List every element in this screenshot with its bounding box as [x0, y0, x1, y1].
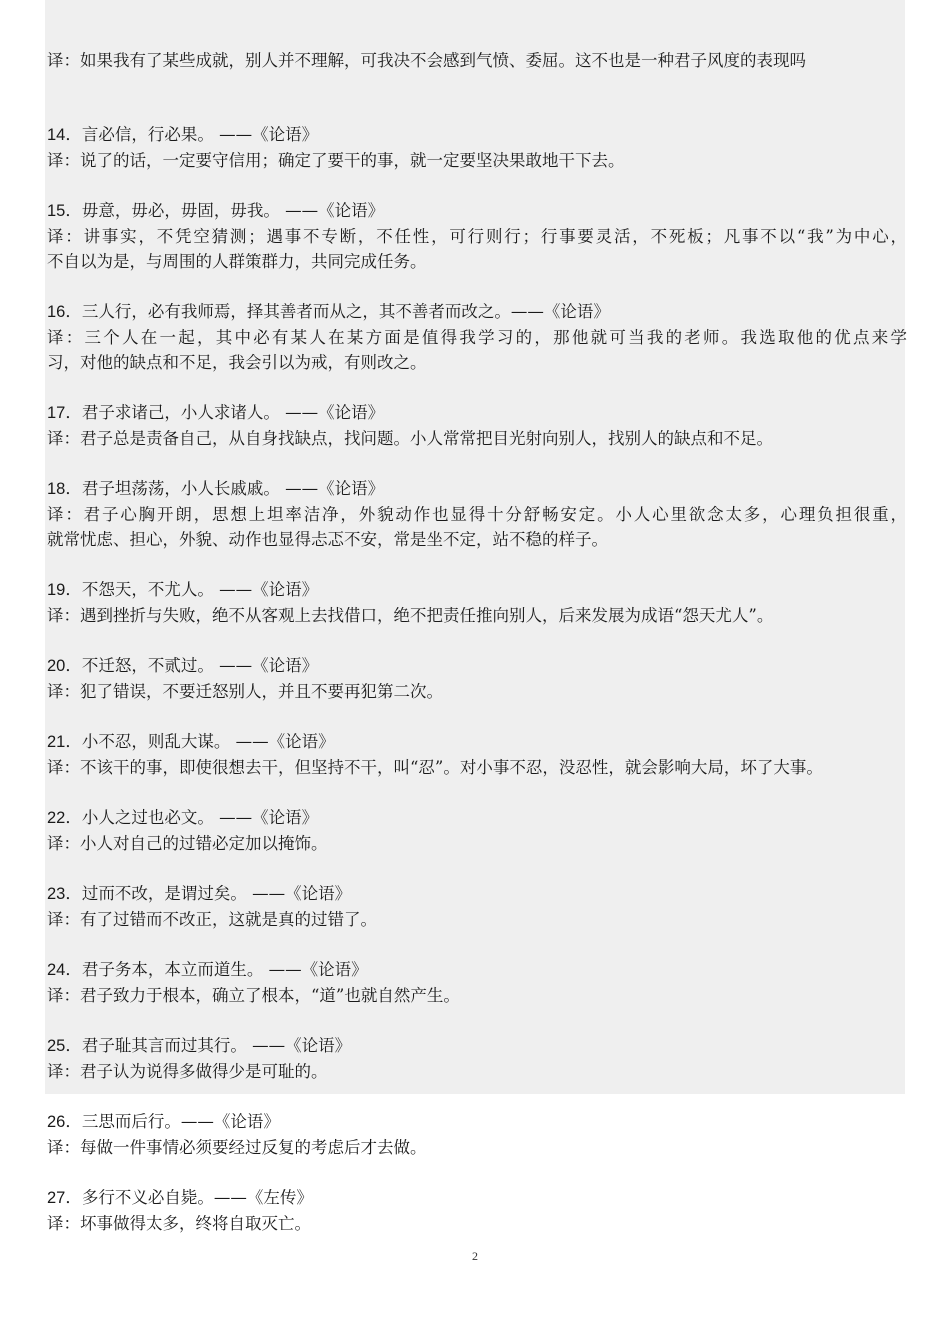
entry-number: 25 — [47, 1037, 66, 1055]
quote-line — [47, 122, 907, 148]
quote-line — [47, 957, 907, 983]
spacer — [47, 73, 907, 122]
page-number: 2 — [472, 1249, 478, 1263]
spacer — [47, 780, 907, 805]
quote-line — [47, 1185, 907, 1211]
quote-entry — [47, 577, 907, 628]
entry-number: 19 — [47, 581, 66, 599]
spacer — [47, 1008, 907, 1033]
spacer — [47, 856, 907, 881]
entry-number: 17 — [47, 404, 66, 422]
quote-line — [47, 400, 907, 426]
quote-line — [47, 198, 907, 224]
quote-entry — [47, 299, 907, 375]
quote-entry — [47, 653, 907, 704]
entry-number: 18 — [47, 480, 66, 498]
translation-line: 译：有了过错而不改正，这就是真的过错了。 — [47, 910, 377, 929]
translation-line: 译：犯了错误，不要迁怒别人，并且不要再犯第二次。 — [47, 682, 443, 701]
quote-entry — [47, 729, 907, 780]
translation-line: 译：君子致力于根本，确立了根本，“道”也就自然产生。 — [47, 986, 460, 1005]
entry-number: 21 — [47, 733, 66, 751]
quote-entry — [47, 476, 907, 552]
translation-line: 译：不该干的事，即使很想去干，但坚持不干，叫“忍”。对小事不忍，没忍性，就会影响大局，坏了大事。 — [47, 758, 823, 777]
entry-number: 15 — [47, 202, 66, 220]
entry-number: 20 — [47, 657, 66, 675]
entry-number: 22 — [47, 809, 66, 827]
quote-text: ．言必信，行必果。 ——《论语》 — [65, 125, 319, 144]
translation-line: 译：讲事实，不凭空猜测；遇事不专断，不任性，可行则行；行事要灵活，不死板；凡事不以“我”为中心， — [47, 227, 907, 246]
quote-text: ．君子务本，本立而道生。 ——《论语》 — [65, 960, 368, 979]
quote-entry — [47, 1109, 907, 1160]
entry-number: 23 — [47, 885, 66, 903]
translation-line: 译：遇到挫折与失败，绝不从客观上去找借口，绝不把责任推向别人，后来发展为成语“怨天尤人”。 — [47, 606, 774, 625]
document-body — [47, 48, 907, 1236]
translation-line: 译：说了的话，一定要守信用；确定了要干的事，就一定要坚决果敢地干下去。 — [47, 151, 625, 170]
translation-line: 就常忧虑、担心，外貌、动作也显得忐忑不安，常是坐不定，站不稳的样子。 — [47, 530, 608, 549]
entry-list — [47, 122, 907, 1236]
quote-entry — [47, 805, 907, 856]
spacer — [47, 1084, 907, 1109]
quote-text: ．小不忍，则乱大谋。 ——《论语》 — [65, 732, 335, 751]
quote-text: ．君子求诸己，小人求诸人。 ——《论语》 — [65, 403, 385, 422]
spacer — [47, 552, 907, 577]
entry-number: 27 — [47, 1189, 66, 1207]
quote-text: ．三人行，必有我师焉，择其善者而从之，其不善者而改之。——《论语》 — [65, 302, 610, 321]
translation-line: 习，对他的缺点和不足，我会引以为戒，有则改之。 — [47, 353, 427, 372]
quote-text: ．多行不义必自毙。——《左传》 — [65, 1188, 313, 1207]
quote-line — [47, 653, 907, 679]
quote-line — [47, 1109, 907, 1135]
spacer — [47, 451, 907, 476]
spacer — [47, 173, 907, 198]
quote-line — [47, 476, 907, 502]
quote-entry — [47, 957, 907, 1008]
entry-number: 14 — [47, 126, 66, 144]
spacer — [47, 1160, 907, 1185]
entry-number: 26 — [47, 1113, 66, 1131]
quote-line — [47, 805, 907, 831]
quote-text: ．小人之过也必文。 ——《论语》 — [65, 808, 319, 827]
quote-entry — [47, 198, 907, 274]
intro-translation: 译：如果我有了某些成就，别人并不理解，可我决不会感到气愤、委屈。这不也是一种君子风度的表现吗 — [47, 51, 806, 70]
quote-line — [47, 729, 907, 755]
spacer — [47, 628, 907, 653]
translation-line: 译：坏事做得太多，终将自取灭亡。 — [47, 1214, 311, 1233]
translation-line: 不自以为是，与周围的人群策群力，共同完成任务。 — [47, 252, 427, 271]
translation-line: 译：三个人在一起，其中必有某人在某方面是值得我学习的，那他就可当我的老师。我选取他的优点来学 — [47, 328, 907, 347]
translation-line: 译：君子认为说得多做得少是可耻的。 — [47, 1062, 328, 1081]
quote-text: ．不迁怒，不贰过。 ——《论语》 — [65, 656, 319, 675]
quote-line — [47, 577, 907, 603]
entry-number: 24 — [47, 961, 66, 979]
quote-text: ．过而不改，是谓过矣。 ——《论语》 — [65, 884, 352, 903]
spacer — [47, 274, 907, 299]
quote-text: ．不怨天，不尤人。 ——《论语》 — [65, 580, 319, 599]
translation-line: 译：君子总是责备自己，从自身找缺点，找问题。小人常常把目光射向别人，找别人的缺点和不足。 — [47, 429, 773, 448]
quote-line — [47, 1033, 907, 1059]
quote-text: ．君子耻其言而过其行。 ——《论语》 — [65, 1036, 352, 1055]
quote-text: ．三思而后行。——《论语》 — [65, 1112, 280, 1131]
quote-line — [47, 299, 907, 325]
quote-text: ．君子坦荡荡，小人长戚戚。 ——《论语》 — [65, 479, 385, 498]
quote-entry — [47, 1033, 907, 1084]
spacer — [47, 704, 907, 729]
quote-entry — [47, 881, 907, 932]
translation-line: 译：君子心胸开朗，思想上坦率洁净，外貌动作也显得十分舒畅安定。小人心里欲念太多，心理负担很重， — [47, 505, 907, 524]
translation-line: 译：每做一件事情必须要经过反复的考虑后才去做。 — [47, 1138, 427, 1157]
quote-entry — [47, 400, 907, 451]
quote-text: ．毋意，毋必，毋固，毋我。 ——《论语》 — [65, 201, 385, 220]
quote-entry — [47, 122, 907, 173]
translation-line: 译：小人对自己的过错必定加以掩饰。 — [47, 834, 328, 853]
quote-line — [47, 881, 907, 907]
spacer — [47, 375, 907, 400]
quote-entry — [47, 1185, 907, 1236]
entry-number: 16 — [47, 303, 66, 321]
spacer — [47, 932, 907, 957]
